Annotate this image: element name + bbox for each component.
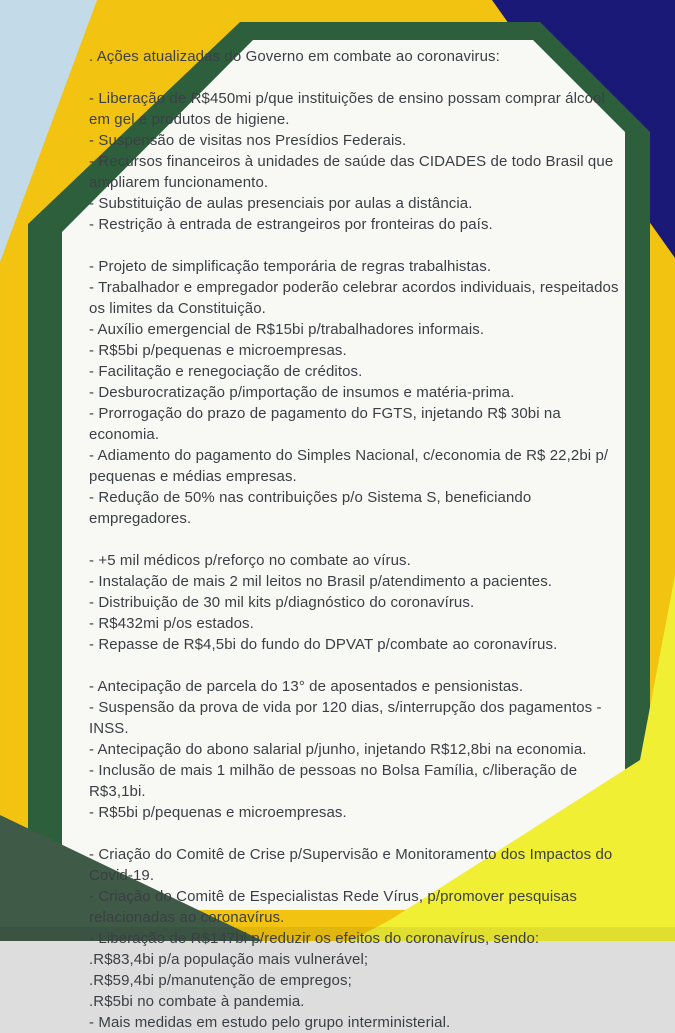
- list-item: - Desburocratização p/importação de insumos e matéria-prima.: [89, 384, 515, 401]
- list-item: .R$59,4bi p/manutenção de empregos;: [89, 972, 352, 989]
- list-item: - Criação do Comitê de Crise p/Supervisão e Monitoramento dos Impactos do Covid-19.: [89, 846, 613, 884]
- action-section: [89, 256, 625, 529]
- list-item: - +5 mil médicos p/reforço no combate ao vírus.: [89, 552, 411, 569]
- list-item: - Recursos financeiros à unidades de saúde das CIDADES de todo Brasil que ampliarem funcionamento.: [89, 153, 614, 191]
- list-item: - Inclusão de mais 1 milhão de pessoas no Bolsa Família, c/liberação de R$3,1bi.: [89, 762, 578, 800]
- document-title: . Ações atualizadas do Governo em combate ao coronavirus:: [89, 48, 500, 65]
- action-list: [89, 88, 625, 1033]
- list-item: - Trabalhador e empregador poderão celebrar acordos individuais, respeitados os limites da Constituição.: [89, 279, 619, 317]
- list-item: - Distribuição de 30 mil kits p/diagnóstico do coronavírus.: [89, 594, 475, 611]
- list-item: .R$5bi no combate à pandemia.: [89, 993, 305, 1010]
- list-item: - Antecipação de parcela do 13° de aposentados e pensionistas.: [89, 678, 524, 695]
- list-item: - Instalação de mais 2 mil leitos no Brasil p/atendimento a pacientes.: [89, 573, 553, 590]
- list-item: - Restrição à entrada de estrangeiros por fronteiras do país.: [89, 216, 493, 233]
- list-item: - Substituição de aulas presenciais por aulas a distância.: [89, 195, 473, 212]
- list-item: - R$5bi p/pequenas e microempresas.: [89, 804, 347, 821]
- list-item: - Antecipação do abono salarial p/junho, injetando R$12,8bi na economia.: [89, 741, 587, 758]
- action-section: [89, 676, 625, 823]
- action-section: [89, 88, 625, 235]
- list-item: - Facilitação e renegociação de créditos.: [89, 363, 363, 380]
- list-item: - Liberação de R$147bi p/reduzir os efeitos do coronavírus, sendo:: [89, 930, 540, 947]
- list-item: - Suspensão da prova de vida por 120 dias, s/interrupção dos pagamentos -INSS.: [89, 699, 602, 737]
- list-item: - Mais medidas em estudo pelo grupo interministerial.: [89, 1014, 451, 1031]
- document-text: [89, 46, 625, 1033]
- list-item: - Adiamento do pagamento do Simples Nacional, c/economia de R$ 22,2bi p/ pequenas e médias empresas.: [89, 447, 609, 485]
- list-item: - Liberação de R$450mi p/que instituições de ensino possam comprar álcool em gel e produtos de higiene.: [89, 90, 605, 128]
- list-item: - Criação do Comitê de Especialistas Rede Vírus, p/promover pesquisas relacionadas ao coronavírus.: [89, 888, 577, 926]
- list-item: - Prorrogação do prazo de pagamento do FGTS, injetando R$ 30bi na economia.: [89, 405, 561, 443]
- list-item: - R$5bi p/pequenas e microempresas.: [89, 342, 347, 359]
- action-section: [89, 844, 625, 1033]
- list-item: .R$83,4bi p/a população mais vulnerável;: [89, 951, 369, 968]
- list-item: - Suspensão de visitas nos Presídios Federais.: [89, 132, 407, 149]
- list-item: - Projeto de simplificação temporária de regras trabalhistas.: [89, 258, 492, 275]
- list-item: - Auxílio emergencial de R$15bi p/trabalhadores informais.: [89, 321, 485, 338]
- list-item: - R$432mi p/os estados.: [89, 615, 254, 632]
- action-section: [89, 550, 625, 655]
- list-item: - Repasse de R$4,5bi do fundo do DPVAT p/combate ao coronavírus.: [89, 636, 558, 653]
- list-item: - Redução de 50% nas contribuições p/o Sistema S, beneficiando empregadores.: [89, 489, 532, 527]
